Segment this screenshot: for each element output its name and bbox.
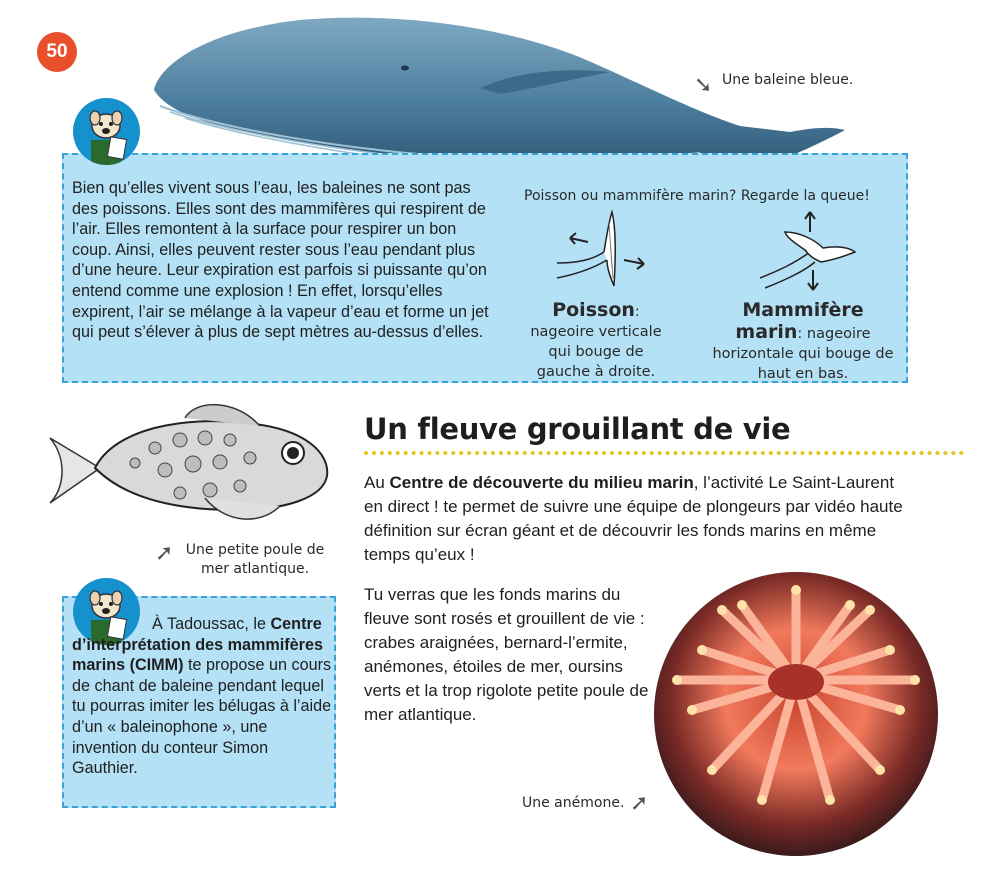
cimm-rest: te propose un cours de chant de baleine pendant lequel tu pourras imiter les bélugas à l’aide d’un « baleinophone », une invention du conteur Simon Gauthier. — [72, 656, 332, 778]
lumpfish-caption: Une petite poule de mer atlantique. — [185, 542, 325, 577]
section-paragraph-1 — [364, 471, 909, 567]
section-paragraph-2: Tu verras que les fonds marins du fleuve sont rosés et grouillent de vie : crabes araignées, bernard-l’ermite, anémones, étoiles de mer, oursins verts et la trop rigolote petite poule de mer atlantique. — [364, 585, 649, 724]
cimm-intro: À Tadoussac, le — [152, 615, 271, 633]
p1-end: , l’activité Le Saint-Laurent en direct ! te permet de suivre une équipe de plongeurs par vidéo haute définition sur écran géant et de découvrir les fonds marins en même temps qu’eux ! — [364, 473, 903, 564]
title-underline — [364, 451, 964, 455]
tail-question: Poisson ou mammifère marin? Regarde la queue! — [524, 188, 870, 204]
mammal-title: Mammifère marin — [735, 299, 864, 343]
p1-bold: Centre de découverte du milieu marin — [389, 473, 694, 492]
page-number: 50 — [37, 32, 77, 72]
mascot-dog-avatar — [73, 98, 140, 165]
fish-title: Poisson — [552, 299, 635, 321]
cimm-info-text — [72, 614, 332, 779]
anemone-image — [652, 570, 940, 858]
p1-start: Au — [364, 473, 390, 492]
mammal-tail-label — [712, 300, 894, 384]
section-title: Un fleuve grouillant de vie — [364, 412, 791, 446]
whale-info-text: Bien qu’elles vivent sous l’eau, les baleines ne sont pas des poissons. Elles sont des mammifères qui respirent de l’air. Elles remontent à la surface pour respirer un bon coup. Ainsi, elles peuvent rester sous l’eau pendant plus d’une heure. Leur expiration est parfois si puissante qu’on entend comme une explosion ! En effet, lorsqu’elles expirent, l’air se mélange à la vapeur d’eau et forme un jet qui peut s’élever à plus de sept mètres au-dessus d’elles. — [72, 179, 489, 342]
mammal-tail-drawing — [755, 208, 865, 298]
cimm-bold: Centre d’interprétation des mammifères marins (CIMM) — [72, 615, 323, 675]
anemone-caption: Une anémone. — [522, 795, 625, 811]
fish-tail-label — [522, 300, 670, 382]
fish-desc: : nageoire verticale qui bouge de gauche à droite. — [530, 304, 662, 380]
lumpfish-image — [45, 398, 335, 528]
arrow-left-icon: ➘ — [694, 72, 713, 97]
fish-tail-drawing — [552, 208, 662, 298]
whale-caption: Une baleine bleue. — [722, 72, 854, 88]
arrow-up-icon: ➚ — [155, 540, 174, 565]
arrow-up-right-icon: ➚ — [630, 790, 649, 815]
mammal-desc: : nageoire horizontale qui bouge de haut en bas. — [712, 326, 894, 382]
